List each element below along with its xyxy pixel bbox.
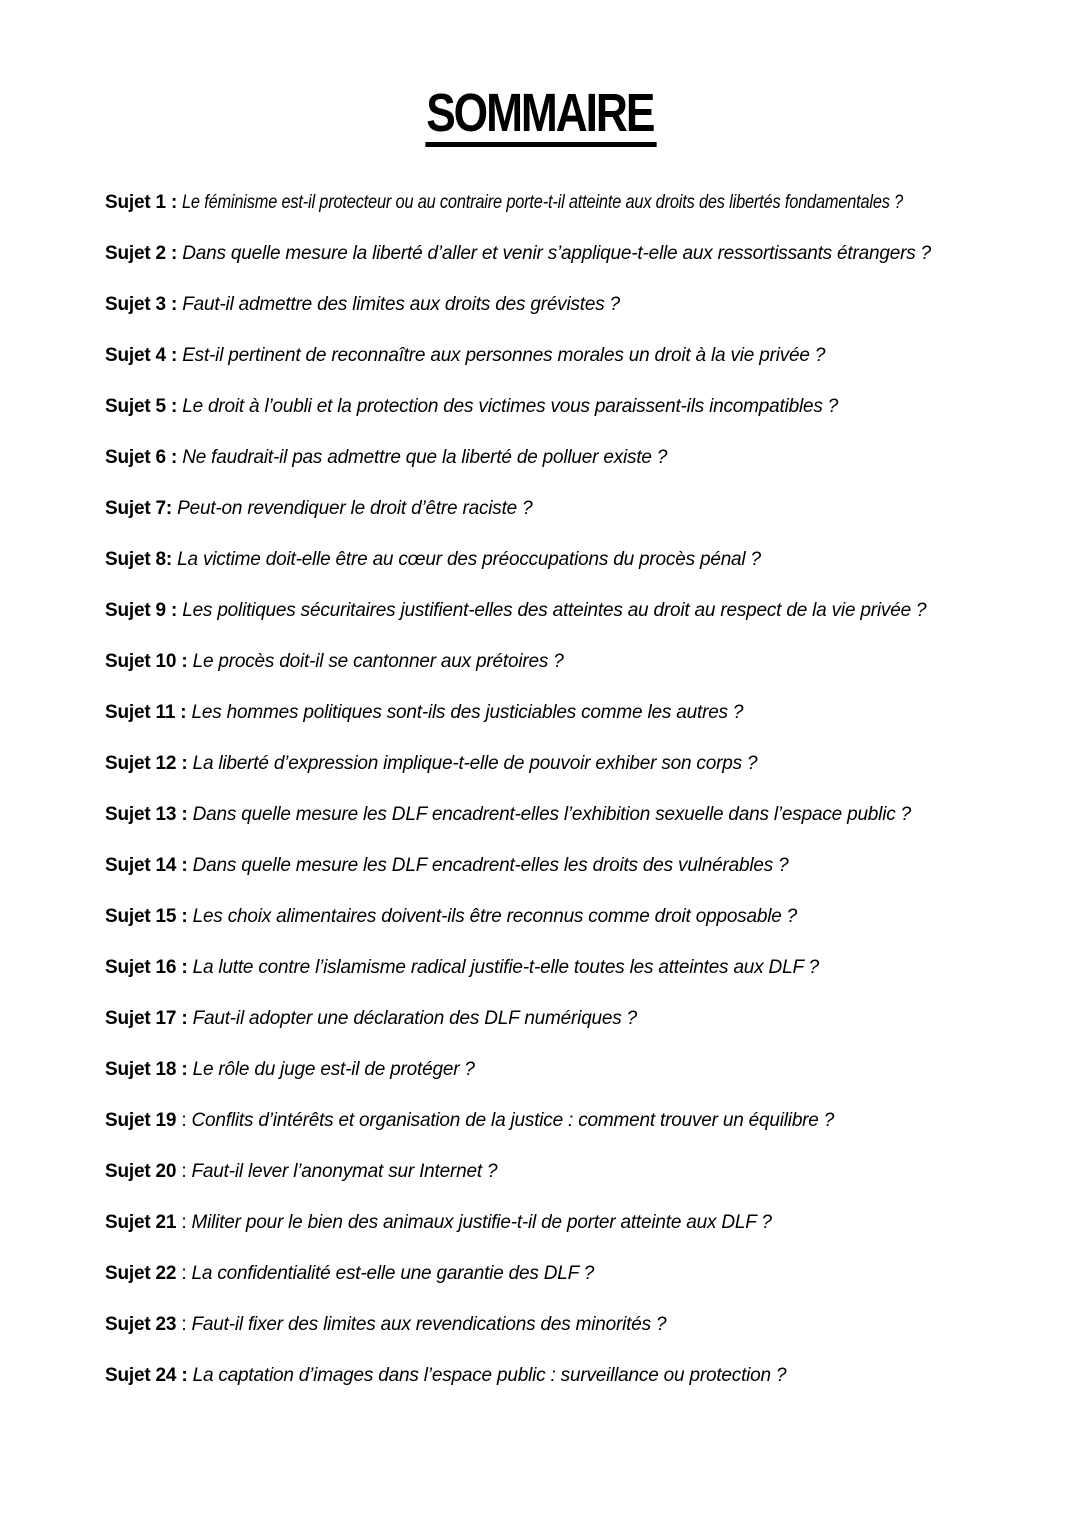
toc-item [105, 1364, 1026, 1387]
toc-item [105, 497, 1026, 520]
toc-item [105, 752, 1026, 775]
toc-item [105, 446, 1026, 469]
toc-item-text: Faut-il fixer des limites aux revendications des minorités ? [191, 1314, 667, 1335]
toc-item-text: Ne faudrait-il pas admettre que la liberté de polluer existe ? [182, 447, 668, 468]
toc-item-text: Militer pour le bien des animaux justifie-t-il de porter atteinte aux DLF ? [191, 1212, 772, 1233]
toc-item [105, 599, 1026, 622]
toc-item [105, 854, 1026, 877]
toc-item [105, 344, 1026, 367]
toc-item-text: Faut-il lever l’anonymat sur Internet ? [191, 1161, 498, 1182]
toc-item-text: Le féminisme est-il protecteur ou au contraire porte-t-il atteinte aux droits des libertés fondamentales ? [182, 192, 904, 213]
toc-item-label: Sujet 12 : [105, 753, 188, 774]
toc-item-label: Sujet 2 : [105, 243, 178, 264]
toc-item-label: Sujet 18 : [105, 1059, 188, 1080]
toc-item-label: Sujet 20 [105, 1161, 177, 1182]
toc-item-label: Sujet 6 : [105, 447, 178, 468]
toc-item-label: Sujet 7: [105, 498, 173, 519]
toc-item-separator: : [176, 1212, 192, 1233]
toc-item-text: Le droit à l’oubli et la protection des victimes vous paraissent-ils incompatibles ? [182, 396, 839, 417]
toc-item-text: La victime doit-elle être au cœur des préoccupations du procès pénal ? [177, 549, 761, 570]
toc-item [105, 1058, 1026, 1081]
toc-item-label: Sujet 11 : [105, 702, 187, 723]
toc-item-label: Sujet 19 [105, 1110, 177, 1131]
toc-item-text: Faut-il adopter une déclaration des DLF numériques ? [192, 1008, 638, 1029]
toc-item [105, 1211, 1026, 1234]
toc-list [105, 191, 1026, 1387]
toc-item [105, 803, 1026, 826]
toc-item-text: Les politiques sécuritaires justifient-elles des atteintes au droit au respect de la vie privée ? [182, 600, 927, 621]
toc-item-separator: : [176, 1314, 192, 1335]
toc-item-text: Le rôle du juge est-il de protéger ? [192, 1059, 475, 1080]
toc-item [105, 395, 1026, 418]
toc-item [105, 701, 1026, 724]
toc-item-label: Sujet 8: [105, 549, 173, 570]
toc-item-text: La captation d’images dans l’espace public : surveillance ou protection ? [192, 1365, 787, 1386]
toc-item-label: Sujet 5 : [105, 396, 178, 417]
toc-item [105, 191, 1026, 214]
page-title: SOMMAIRE [425, 86, 656, 147]
toc-item-text: Dans quelle mesure les DLF encadrent-elles les droits des vulnérables ? [192, 855, 789, 876]
toc-item [105, 1007, 1026, 1030]
toc-item [105, 1262, 1026, 1285]
toc-item-label: Sujet 4 : [105, 345, 178, 366]
toc-item [105, 548, 1026, 571]
toc-item-text: Les hommes politiques sont-ils des justiciables comme les autres ? [191, 702, 744, 723]
toc-item-label: Sujet 16 : [105, 957, 188, 978]
toc-item-label: Sujet 14 : [105, 855, 188, 876]
toc-item [105, 956, 1026, 979]
toc-item-label: Sujet 22 [105, 1263, 177, 1284]
toc-item [105, 650, 1026, 673]
toc-item-separator: : [176, 1161, 192, 1182]
toc-item-label: Sujet 3 : [105, 294, 178, 315]
toc-item-label: Sujet 24 : [105, 1365, 188, 1386]
toc-item-text: Conflits d’intérêts et organisation de la justice : comment trouver un équilibre ? [191, 1110, 835, 1131]
toc-item-label: Sujet 13 : [105, 804, 188, 825]
page-header [105, 83, 976, 147]
toc-item-label: Sujet 10 : [105, 651, 188, 672]
toc-item [105, 905, 1026, 928]
toc-item-text: La confidentialité est-elle une garantie des DLF ? [191, 1263, 595, 1284]
toc-item-separator: : [176, 1110, 192, 1131]
toc-item-label: Sujet 21 [105, 1212, 177, 1233]
toc-item [105, 1160, 1026, 1183]
toc-item-label: Sujet 9 : [105, 600, 178, 621]
toc-item-text: La liberté d’expression implique-t-elle de pouvoir exhiber son corps ? [192, 753, 758, 774]
toc-item-label: Sujet 23 [105, 1314, 177, 1335]
toc-item [105, 1313, 1026, 1336]
toc-item-text: Le procès doit-il se cantonner aux prétoires ? [192, 651, 564, 672]
toc-item [105, 1109, 1026, 1132]
toc-item-text: Dans quelle mesure les DLF encadrent-elles l’exhibition sexuelle dans l’espace public ? [192, 804, 911, 825]
toc-item-label: Sujet 15 : [105, 906, 188, 927]
toc-item [105, 242, 1026, 265]
toc-item-text: Est-il pertinent de reconnaître aux personnes morales un droit à la vie privée ? [182, 345, 826, 366]
toc-item-label: Sujet 1 : [105, 192, 178, 213]
toc-item-label: Sujet 17 : [105, 1008, 188, 1029]
toc-item-text: La lutte contre l’islamisme radical justifie-t-elle toutes les atteintes aux DLF ? [192, 957, 819, 978]
toc-item-text: Faut-il admettre des limites aux droits des grévistes ? [182, 294, 620, 315]
toc-item [105, 293, 1026, 316]
toc-item-text: Les choix alimentaires doivent-ils être reconnus comme droit opposable ? [192, 906, 798, 927]
toc-item-text: Dans quelle mesure la liberté d’aller et venir s’applique-t-elle aux ressortissants étrangers ? [182, 243, 931, 264]
toc-item-separator: : [176, 1263, 192, 1284]
toc-item-text: Peut-on revendiquer le droit d’être raciste ? [177, 498, 533, 519]
